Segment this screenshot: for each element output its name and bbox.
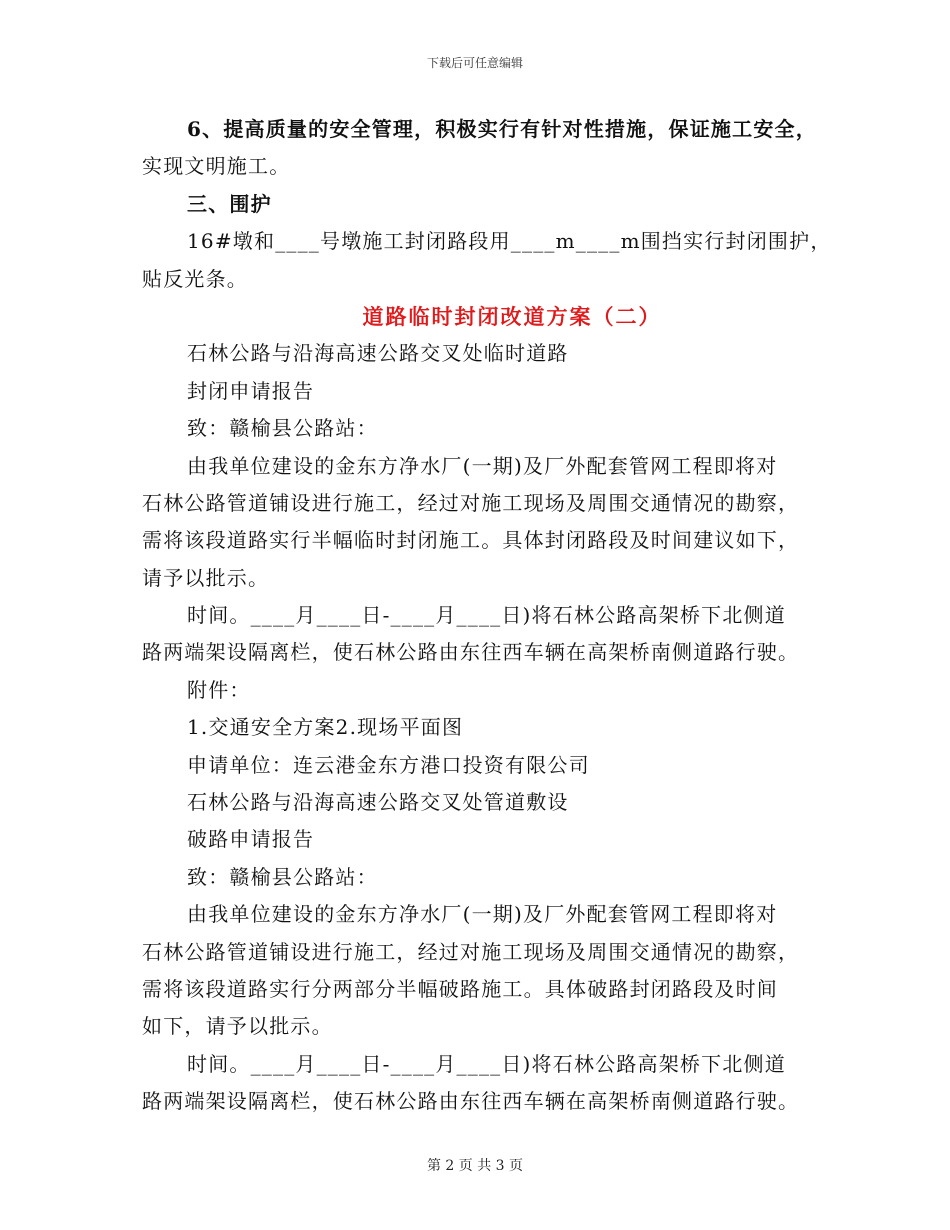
paragraph-line: 致：赣榆县公路站： xyxy=(187,416,378,441)
paragraph-line: 如下，请予以批示。 xyxy=(142,1014,333,1039)
page-number: 第 2 页 共 3 页 xyxy=(426,1158,524,1174)
paragraph-line: 封闭申请报告 xyxy=(187,378,315,403)
paragraph-line: 时间。____月____日-____月____日)将石林公路高架桥下北侧道 xyxy=(187,603,786,628)
paragraph-line: 破路申请报告 xyxy=(187,827,315,852)
paragraph-line: 6、提高质量的安全管理，积极实行有针对性措施，保证施工安全， xyxy=(187,117,817,141)
section-heading: 三、围护 xyxy=(187,191,272,216)
document-body xyxy=(142,111,832,1121)
paragraph-line: 石林公路与沿海高速公路交叉处管道敷设 xyxy=(187,790,569,815)
paragraph-line: 石林公路与沿海高速公路交叉处临时道路 xyxy=(187,341,569,366)
paragraph-line: 路两端架设隔离栏，使石林公路由东往西车辆在高架桥南侧道路行驶。 xyxy=(142,1089,800,1114)
paragraph-line: 申请单位：连云港金东方港口投资有限公司 xyxy=(187,752,590,777)
paragraph-line: 1.交通安全方案2.现场平面图 xyxy=(187,715,464,740)
paragraph-line: 请予以批示。 xyxy=(142,565,270,590)
paragraph-line: 16#墩和____号墩施工封闭路段用____m____m围挡实行封闭围护， xyxy=(187,229,832,254)
paragraph-line: 贴反光条。 xyxy=(142,266,248,291)
paragraph-line: 时间。____月____日-____月____日)将石林公路高架桥下北侧道 xyxy=(187,1051,786,1076)
paragraph-line: 需将该段道路实行半幅临时封闭施工。具体封闭路段及时间建议如下， xyxy=(142,528,800,553)
paragraph-line: 由我单位建设的金东方净水厂(一期)及厂外配套管网工程即将对 xyxy=(187,902,778,927)
paragraph-line: 由我单位建设的金东方净水厂(一期)及厂外配套管网工程即将对 xyxy=(187,453,778,478)
paragraph-line: 路两端架设隔离栏，使石林公路由东往西车辆在高架桥南侧道路行驶。 xyxy=(142,640,800,665)
paragraph-line: 石林公路管道铺设进行施工，经过对施工现场及周围交通情况的勘察， xyxy=(142,939,800,964)
paragraph-line: 致：赣榆县公路站： xyxy=(187,864,378,889)
document-title: 道路临时封闭改道方案（二） xyxy=(362,303,662,329)
header-note: 下载后可任意编辑 xyxy=(426,56,523,70)
paragraph-line: 需将该段道路实行分两部分半幅破路施工。具体破路封闭路段及时间 xyxy=(142,976,778,1001)
paragraph-line: 石林公路管道铺设进行施工，经过对施工现场及周围交通情况的勘察， xyxy=(142,490,800,515)
paragraph-line: 附件： xyxy=(187,677,251,702)
paragraph-line: 实现文明施工。 xyxy=(142,154,291,179)
